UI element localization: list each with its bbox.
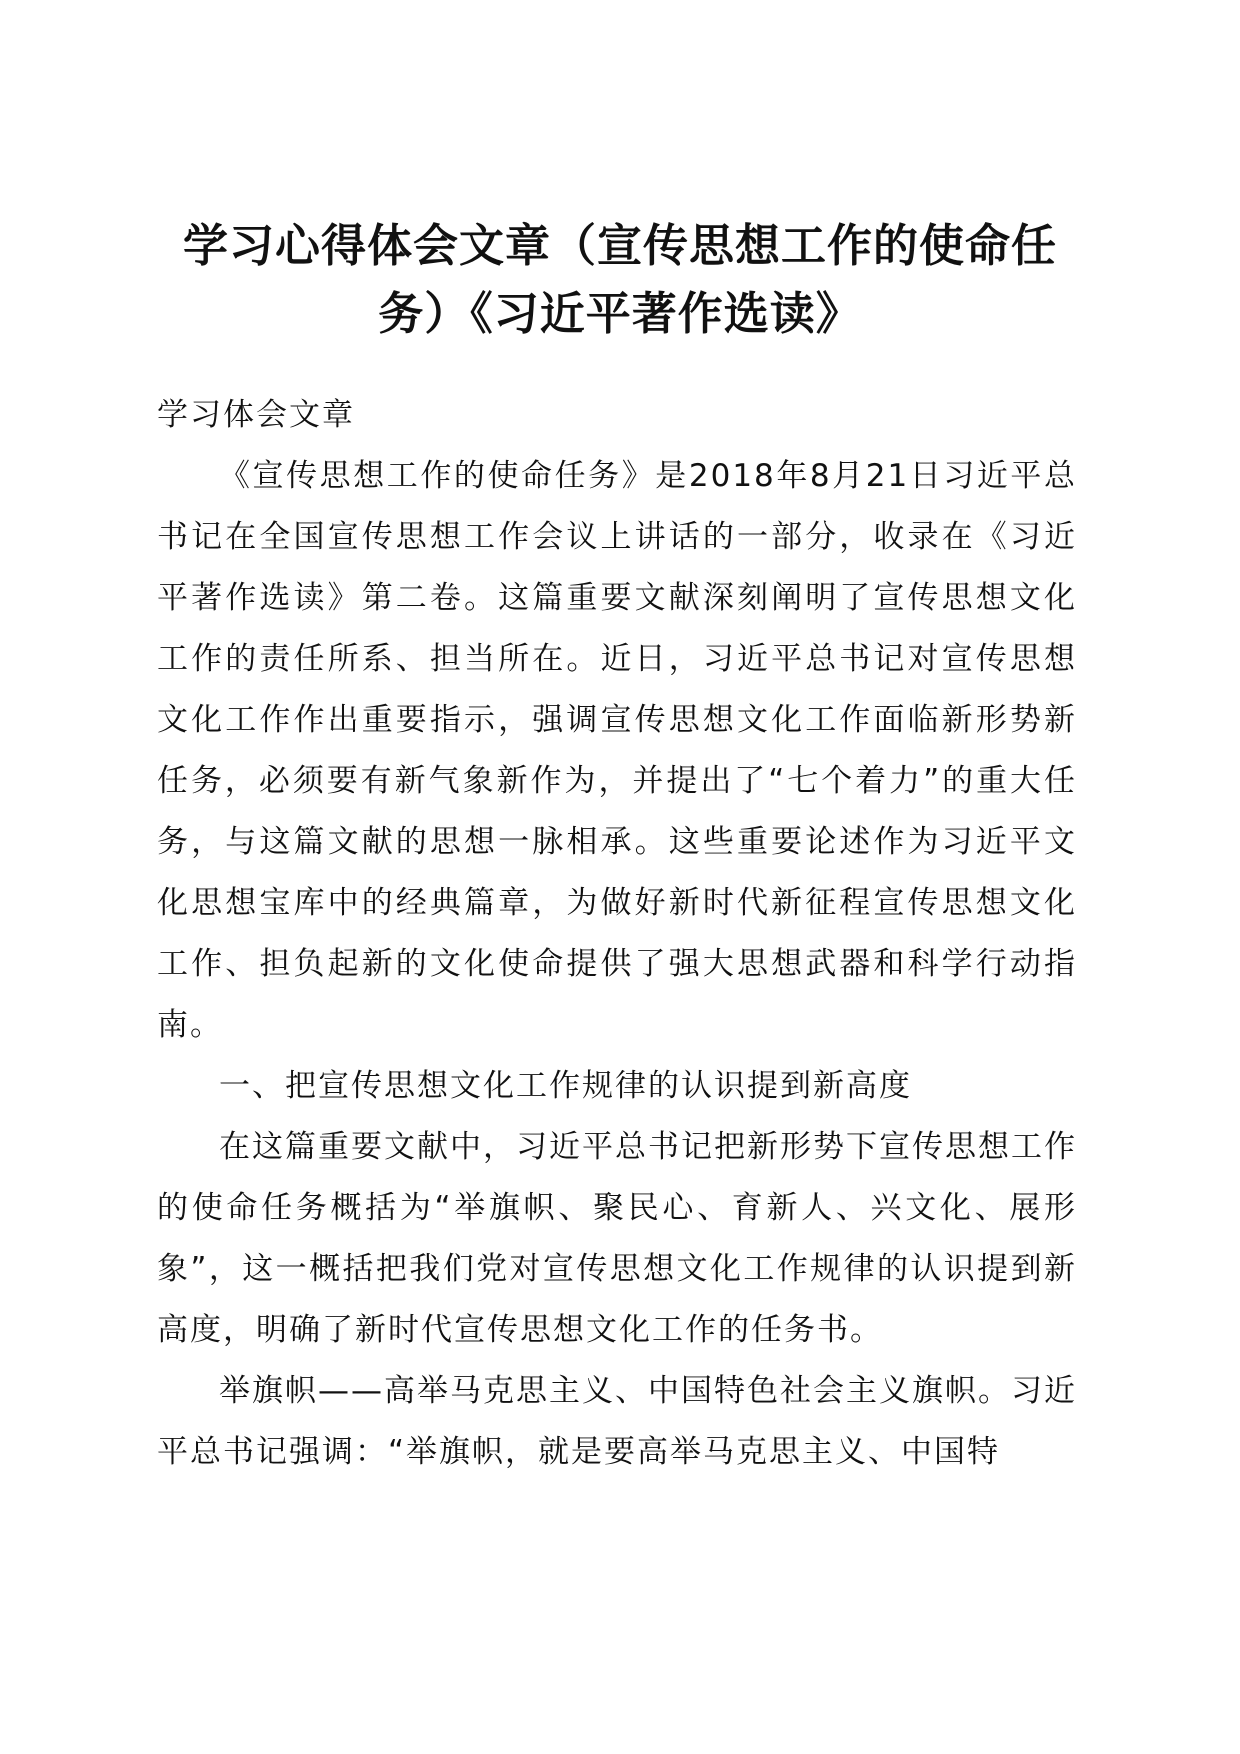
body-paragraph: 举旗帜——高举马克思主义、中国特色社会主义旗帜。习近平总书记强调：“举旗帜，就是要高举马克思主义、中国特 [157, 1373, 1077, 1470]
body-paragraph: 在这篇重要文献中，习近平总书记把新形势下宣传思想工作的使命任务概括为“举旗帜、聚民心、育新人、兴文化、展形象”，这一概括把我们党对宣传思想文化工作规律的认识提到新高度，明确了新时代宣传思想文化工作的任务书。 [157, 1129, 1077, 1348]
section-heading: 一、把宣传思想文化工作规律的认识提到新高度 [219, 1068, 912, 1104]
document-title: 学习心得体会文章（宣传思想工作的使命任务）《习近平著作选读》 [182, 219, 1057, 340]
intro-paragraph: 《宣传思想工作的使命任务》是2018年8月21日习近平总书记在全国宣传思想工作会议上讲话的一部分，收录在《习近平著作选读》第二卷。这篇重要文献深刻阐明了宣传思想文化工作的责任所系、担当所在。近日，习近平总书记对宣传思想文化工作作出重要指示，强调宣传思想文化工作面临新形势新任务，必须要有新气象新作为，并提出了“七个着力”的重大任务，与这篇文献的思想一脉相承。这些重要论述作为习近平文化思想宝库中的经典篇章，为做好新时代新征程宣传思想文化工作、担负起新的文化使命提供了强大思想武器和科学行动指南。 [157, 458, 1077, 1043]
document-body [157, 385, 1077, 1483]
article-type-label: 学习体会文章 [157, 397, 355, 433]
